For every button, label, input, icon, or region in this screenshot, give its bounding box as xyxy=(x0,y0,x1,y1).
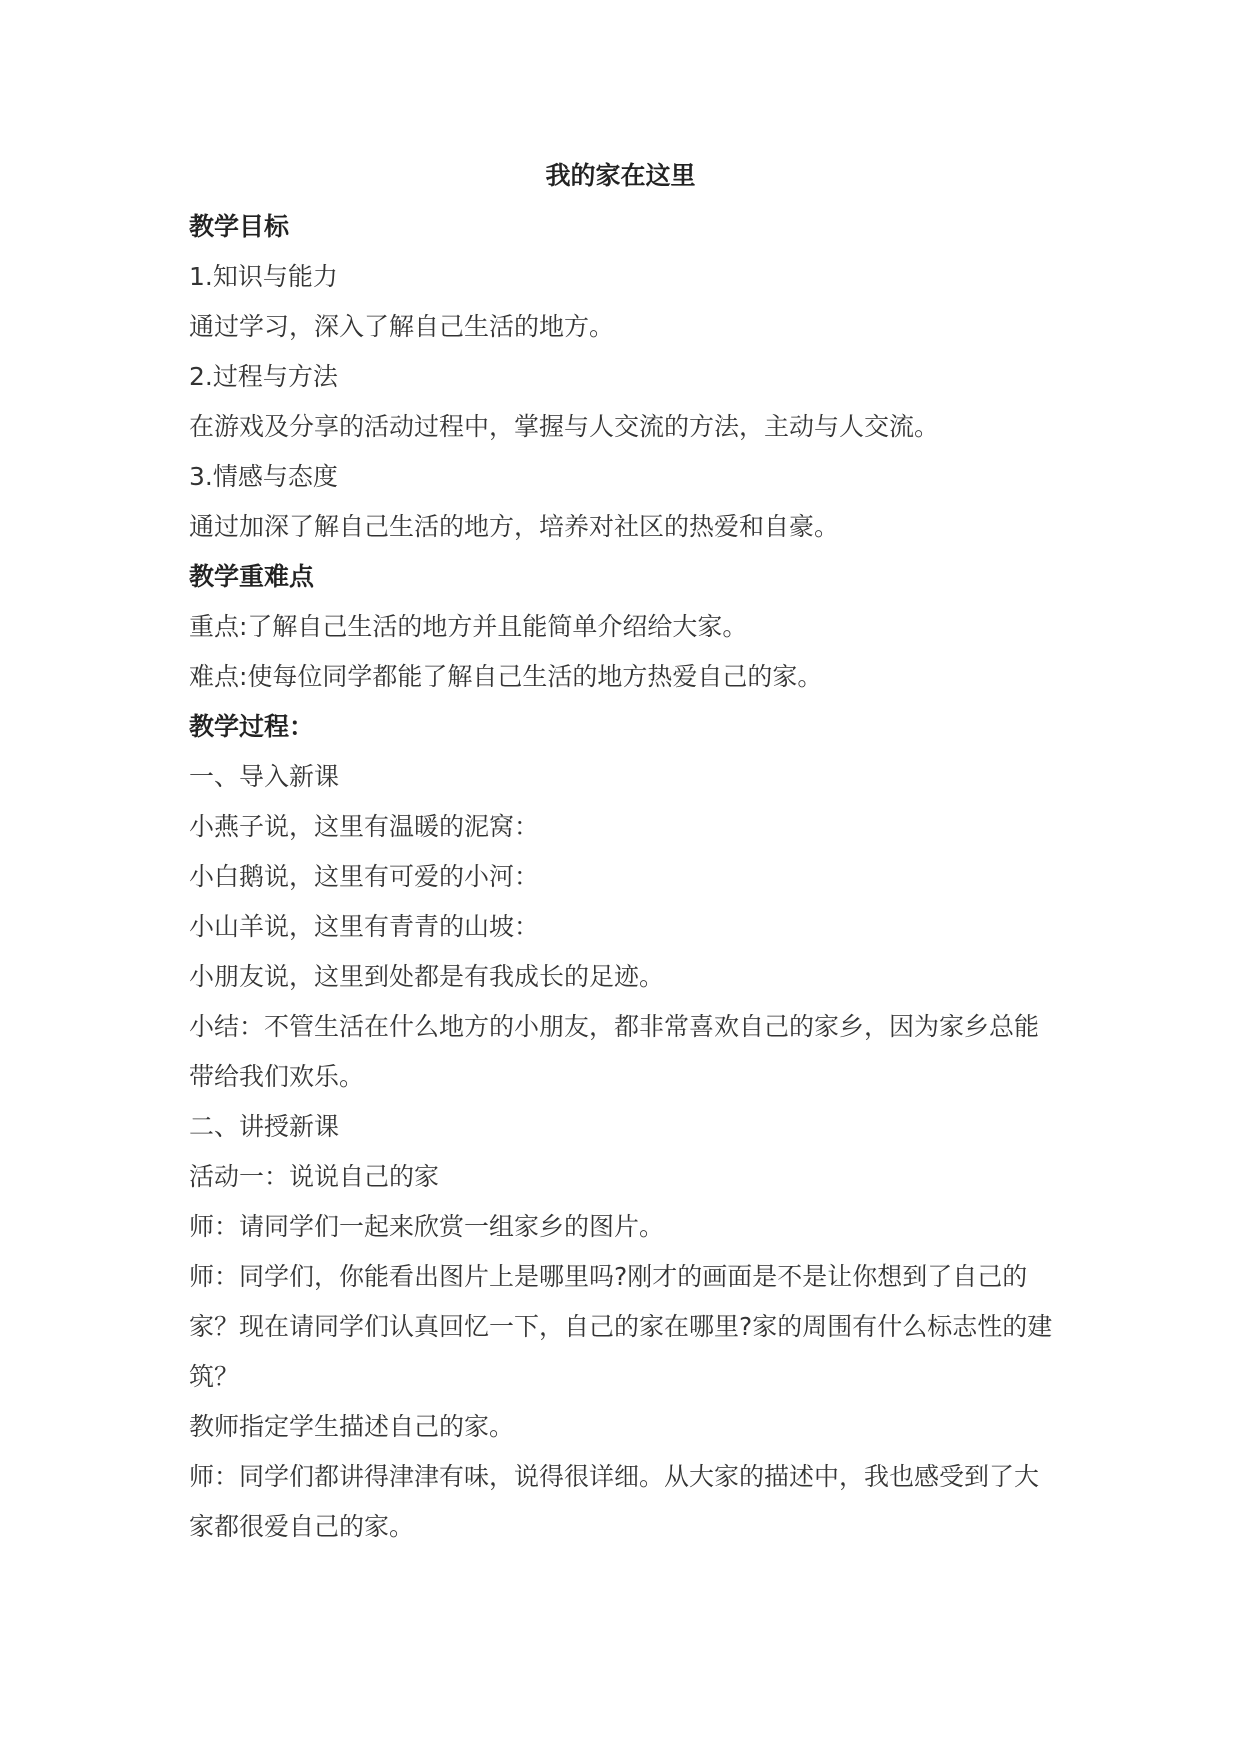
subheading-intro: 一、导入新课 xyxy=(189,762,340,791)
paragraph: 活动一：说说自己的家 xyxy=(189,1162,440,1191)
heading-teaching-process: 教学过程： xyxy=(189,712,315,741)
paragraph: 通过加深了解自己生活的地方，培养对社区的热爱和自豪。 xyxy=(189,512,840,541)
paragraph: 小朋友说，这里到处都是有我成长的足迹。 xyxy=(189,962,665,991)
paragraph: 师：同学们都讲得津津有味，说得很详细。从大家的描述中，我也感受到了大家都很爱自己的家。 xyxy=(189,1462,1040,1541)
paragraph: 师：请同学们一起来欣赏一组家乡的图片。 xyxy=(189,1212,665,1241)
paragraph: 教师指定学生描述自己的家。 xyxy=(189,1412,515,1441)
subheading-emotion: 3.情感与态度 xyxy=(189,462,338,491)
paragraph: 重点:了解自己生活的地方并且能简单介绍给大家。 xyxy=(189,612,748,641)
paragraph: 小山羊说，这里有青青的山坡： xyxy=(189,912,540,941)
subheading-process: 2.过程与方法 xyxy=(189,362,338,391)
paragraph: 在游戏及分享的活动过程中，掌握与人交流的方法，主动与人交流。 xyxy=(189,412,940,441)
paragraph: 难点:使每位同学都能了解自己生活的地方热爱自己的家。 xyxy=(189,662,823,691)
heading-teaching-goals: 教学目标 xyxy=(189,212,290,241)
paragraph: 小白鹅说，这里有可爱的小河： xyxy=(189,862,540,891)
paragraph: 师：同学们，你能看出图片上是哪里吗?刚才的画面是不是让你想到了自己的家？现在请同学们认真回忆一下，自己的家在哪里?家的周围有什么标志性的建筑？ xyxy=(189,1262,1053,1391)
subheading-new-lesson: 二、讲授新课 xyxy=(189,1112,340,1141)
paragraph: 小结：不管生活在什么地方的小朋友，都非常喜欢自己的家乡，因为家乡总能带给我们欢乐。 xyxy=(189,1012,1040,1091)
paragraph: 小燕子说，这里有温暖的泥窝： xyxy=(189,812,540,841)
document-title: 我的家在这里 xyxy=(545,161,696,190)
heading-key-points: 教学重难点 xyxy=(189,562,315,591)
subheading-knowledge: 1.知识与能力 xyxy=(189,262,338,291)
paragraph: 通过学习，深入了解自己生活的地方。 xyxy=(189,312,615,341)
